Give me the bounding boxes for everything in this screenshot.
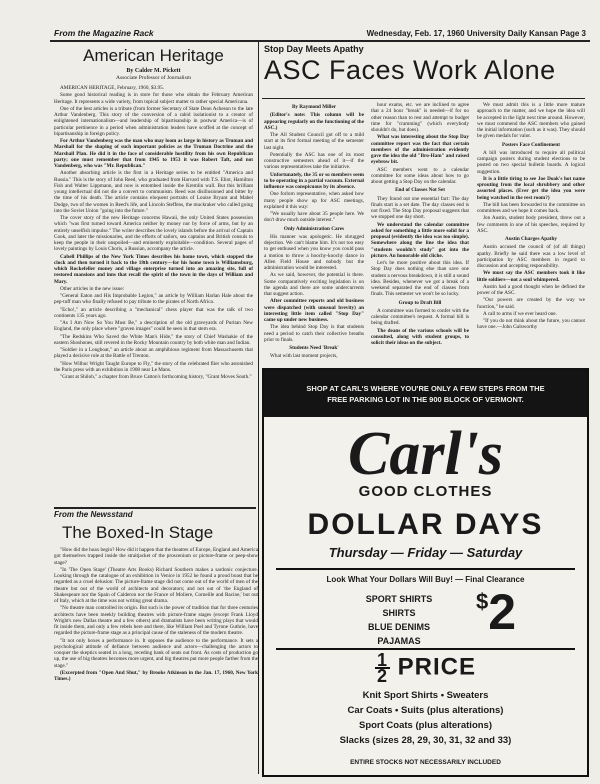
paragraph: Austin accused the council of (of all things) apathy. Briefly he said there was a low level of participation by ASC members in regard to discussion and accepting responsibility. (477, 244, 585, 269)
paragraph: One of the best articles is a tribute (from former Secretary of State Dean Acheson to the late Arthur Vandenberg. This story of the conversion of a rabid isolationist to a creator of enlightened internationalism—and leadership of bipartisanship in postwar America—is of particular pertinence in a period when administration leaders have scoffed at the concept of bipartisanship in foreign policy. (54, 105, 253, 137)
paragraph: "Soldier in a Longboat," an article about an amphibious regiment from Massachusetts that played a decisive role at the Battle of Trenton. (54, 347, 253, 360)
paragraph: ASC members went to a calendar committee for some ideas about how to go about getting a Stop Day on the calendar. (371, 166, 469, 185)
boxed-in-stage-article (54, 510, 258, 683)
subhead: Austin Charges Apathy (505, 236, 557, 242)
page-header (52, 26, 590, 40)
fraction-numerator: 1 (376, 650, 388, 670)
paragraph: We must say the ASC members took it like little soldiers—not a soul whimpered. (477, 270, 585, 283)
paragraph: We must admit this is a little more mature approach to the matter, and we hope the idea will be accepted in the light next time around. However, we must commend the ASC members who gained the initial information (such as it was). They should be given medals for valor. (477, 102, 585, 140)
paragraph: "As I Am Now So You Must Be," a description of the old graveyards of Puritan New England, the only place where "graven images" could be seen in that stern era. (54, 320, 253, 333)
paragraph: What was interesting about the Stop Day committee report was the fact that certain members of the administration evidently gave the idea the old "Bro-Ham" and raised eyebrow bit. (371, 134, 469, 166)
fraction-one-half (375, 650, 390, 686)
paragraph: Other articles in the new issue: (60, 285, 125, 292)
paragraph: "In 'The Open Stage' (Theatre Arts Books) Richard Southern makes a sardonic conjecture. Looking through the catalogue of an exhibition in Venice in 1952 he found a proud boast that he regarded as a cruel delusion: The picture-frame stage did not come out of the world of men of the theatre but out of the world of architects and decorators; and not out of 'the England of Shakespeare nor the Spain of Calderon nor the France of Moliere, Corneille and Racine,' but out of Italy, which at the time was not writing great drama. (54, 566, 258, 604)
paragraph: AMERICAN HERITAGE, February, 1960, $3.95. (60, 85, 164, 91)
paragraph: A committee was formed to confer with the calendar committee's request. A formal bill is being drafted. (371, 307, 469, 327)
paragraph: "No theatre man controlled its origin. But such is the power of tradition that for three centuries architects have been meekly building theatres with picture-frame stages (except Frank Lloyd Wright's new Dallas theatre and a few others) and dramatists have been writing plays that would fit inside them, and only a few rebels here and there, like William Poel and Tyrone Guthrie, have regarded the picture-frame stage as a principal cause of the staleness of the modern theatre. (54, 605, 258, 637)
dollar-sign: $ (476, 589, 489, 614)
ad-top-banner (264, 370, 587, 417)
headline-rule (262, 98, 585, 99)
paragraph: Jon Austin, student body president, threw out a few comments in one of his speeches, required by ASC. (477, 215, 585, 234)
subhead: End of Classes Not Set (395, 187, 445, 194)
review-title: American Heritage (83, 46, 224, 65)
byline: By Raymond Miller (291, 104, 337, 110)
paragraph: One forlorn representative, when asked how many people show up for ASC meetings, explained it this way: (264, 191, 364, 210)
header-rule (50, 40, 590, 42)
price-value: 2 (488, 584, 517, 640)
american-heritage-review (54, 44, 253, 381)
section-label: From the Magazine Rack (54, 28, 154, 38)
paragraph: They found out one essential fact: The day finals start is a set date. The day classes end is not fixed. The Stop Day proposal suggests that we stopped one day short. (371, 195, 469, 221)
carls-logo: Carl's (347, 420, 504, 488)
item: SHIRTS (382, 608, 416, 618)
paragraph: Let's be more positive about this idea. If Stop Day does nothing else than save one student a nervous breakdown, it is still a sound idea. Besides, whenever we got a break of a weekend separated the end of classes from finals. This semester we won't be so lucky. (371, 260, 469, 298)
paragraph: For Arthur Vandenberg was the man who may loom as large in history as Truman and Marshall for the shaping of such important policies as the Truman Doctrine and the Marshall Plan. He did it in the face of considerable hostility from his own Republican party; one must remember that from 1945 to 1953 it was Robert Taft, and not Vandenberg, who was "Mr. Republican." (54, 138, 253, 169)
half-price-word: PRICE (397, 653, 477, 681)
banner-line: SHOP AT CARL'S WHERE YOU'RE ONLY A FEW STEPS FROM THE (306, 384, 545, 393)
paragraph: "General Eaton and His Improbable Legion," an article by William Harlan Hale about the pep-tuff man who finally refused to pay tribute to the pirates of North Africa. (54, 293, 253, 306)
paragraph: (Editor's note: This column will be appearing regularly on the functioning of the ASC.) (264, 112, 364, 131)
paragraph: We understand the calendar committee asked for something a little more solid for a proposal (evidently the idea was too simple). Somewhere along the line the idea that "students wouldn't study" got into the picture. An honorable old cliche. (371, 221, 469, 259)
two-dollar-items (324, 592, 474, 648)
paragraph: "It not only boxes a performance in. It opposes the audience to the performance. It sets a psychological attitude of defiance between audience and actors—challenging the actors to conquer the skeptics seated in a long, receding bank of seats out front. As costs of production go up, the use of big theatres becomes more urgent, and big theatres put more people farther from the stage." (54, 637, 258, 669)
paragraph: The All Student Council got off to a mild start at its first formal meeting of the semester last night. (264, 132, 364, 151)
paragraph: "How did the hoax begin? How did it happen that the theatres of Europe, England and America got themselves trapped inside the straitjacket of the proscenium or picture-frame or peep-show stage? (54, 547, 258, 566)
carls-advertisement (262, 368, 589, 777)
price-two-dollars (476, 583, 516, 641)
byline: By Calder M. Pickett (126, 68, 181, 74)
paragraph: The bill has been forwarded to the committee on committees and we hope it comes back. (477, 201, 585, 214)
article-title: The Boxed-In Stage (62, 523, 214, 542)
masthead-date: Wednesday, Feb. 17, 1960 University Daily Kansan Page 3 (366, 29, 586, 38)
stop-day-column-2 (371, 102, 469, 347)
event-days: Thursday — Friday — Saturday (328, 545, 523, 560)
paragraph: A bill was introduced to require all political campaign posters during student elections to be posted on two special bulletin boards. A logical suggestion. (477, 149, 585, 175)
paragraph: Cabell Phillips of the New York Times describes his home town, which stopped the clock and then turned it back to the 18th century—for his home town is Williamsburg, which Rockefeller money and village enterprise turned into an amazing site, full of restored mansions and inns that recall the spirit of the town in the days of William and Mary. (54, 253, 253, 285)
paragraph: As we said, however, the potential is there. Some comparatively exciting legislation is on the agenda and there are some undercurrents that suggest action. (264, 272, 364, 297)
subhead: Group to Draft Bill (398, 299, 442, 306)
store-tagline: GOOD CLOTHES (358, 483, 493, 500)
paragraph: Potentially the ASC has one of its most constructive semesters ahead of it—if the various representatives take the initiative. (264, 151, 364, 171)
sale-line: Slacks (sizes 28, 29, 30, 31, 32 and 33) (339, 735, 512, 746)
paragraph: Unfortunately, the 35 or so members seem to be operating in a partial vacuum. External influence was conspicuous by its absence. (264, 171, 365, 190)
section-rule (54, 507, 256, 509)
item: PAJAMAS (377, 636, 421, 646)
item: SPORT SHIRTS (365, 594, 433, 604)
author-role: Associate Professor of Journalism (115, 75, 191, 81)
half-price-heading (264, 650, 587, 686)
paragraph: His manner was apologetic. He shrugged dejection. We can't blame him. It's not too easy to get enthused when you know you could pass a motion to throw a hoochy-koochy dance in Allen Field House and nobody but the administration would be interested. (264, 233, 364, 271)
paragraph: hour exams, etc. we are inclined to agree that a 24 hour "break" is needed—if for no other reason than to rest and attempt to budget time for "cramming" (which everybody shouldn't do, but does). (371, 102, 469, 133)
subhead: Only Administration Cares (283, 225, 345, 232)
paragraph: "Our powers are created by the way we function," he said. (477, 297, 585, 310)
citation: (Excerpted from "Open And Shut," by Brooks Atkinson in the Jan. 17, 1960, New York Times.) (54, 669, 258, 682)
paragraph: Austin had a good thought when he defined the power of the ASC. (477, 283, 585, 296)
paragraph: "How Wilbur Wright Taught Europe to Fly," the story of the celebrated flier who astonished the Paris press with an exhibition in 1908 near Le Mans. (54, 360, 253, 373)
column-divider (258, 42, 259, 774)
paragraph: A call to arms if we ever heard one. (483, 310, 557, 317)
paragraph: "Grant at Shiloh," a chapter from Bruce Catton's forthcoming history, "Grant Moves South." (60, 374, 252, 380)
subhead: Students Need 'Break' (289, 345, 339, 351)
paragraph: After committee reports and old business were dispatched (with unusual brevity) an interesting little item called "Stop Day" came up under new business. (264, 298, 364, 323)
sale-line: Sport Coats (plus alterations) (358, 720, 492, 731)
paragraph: "We usually have about 35 people here. We don't draw much outside interest." (264, 211, 364, 224)
clearance-line: Look What Your Dollars Will Buy! — Final Clearance (326, 575, 525, 584)
section-kicker: From the Newsstand (54, 510, 133, 519)
stop-day-column-1 (264, 102, 364, 361)
paragraph: The cover story of the new Heritage concerns Hawaii, the only United States possession which "was first turned toward America neither by money nor by force of arms, but by an entirely unselfish impulse." The writer describes the lovely islands before the arrival of Captain Cook, and later the missionaries, and the efforts of sailors, sea captains and British consuls to keep the people in their unspoiled—and eminently exploitable—condition. Several pages of lovely paintings by Louis Choris, a Russian, accompany the article. (54, 215, 253, 253)
ad-divider (276, 568, 575, 570)
banner-line: FREE PARKING LOT IN THE 900 BLOCK OF VERMONT. (327, 395, 524, 404)
stop-day-kicker: Stop Day Meets Apathy (264, 44, 364, 54)
event-title: DOLLAR DAYS (307, 508, 544, 541)
stop-day-column-3 (477, 102, 585, 332)
ad-disclaimer: ENTIRE STOCKS NOT NECESSARILY INCLUDED (350, 759, 501, 766)
paragraph: "Echo!," an article describing a "mechanical" chess player that was the talk of two continents 135 years ago. (54, 306, 253, 319)
paragraph: It is a little tiring to see Joe Doak's hot name sprouting from the local shrubbery and other assorted places. (Ever get the idea you were being watched in the rest room?) (477, 175, 585, 201)
half-price-items (264, 688, 587, 748)
fraction-denominator: 2 (376, 666, 388, 686)
paragraph: "The Redskins Who Saved the White Man's Hide," the story of Chief Washakie of the eastern Shoshones, still revered in the Rocky Mountain country by both white man and Indian. (54, 333, 253, 346)
paragraph: The deans of the various schools will be consulted, along with student groups, to solicit their ideas on the subject. (371, 327, 469, 346)
subhead: Posters Face Confinement (502, 141, 560, 148)
quotation: "If you do not think about the future, you cannot have one.—John Galsworthy (477, 318, 585, 331)
paragraph: What with last moment projects, (270, 353, 338, 360)
paragraph: Another absorbing article is the first in a Heritage series to be entitled "America and Russia." This is the story of John Reed, who graduated from Harvard with T.S. Eliot, Hamilton Fish and Walter Lippmann, and now is entombed inside the Kremlin wall. But this brilliant young intellectual did not die a convert to communism. Reed was disillusioned and bitter by the time of his death. The article contains eloquent portraits of Louise Bryant and Mabel Dodge, two of the women in Reed's life, and Lincoln Steffens, the muckraker who called going into the Soviet Union "going into the future." (54, 170, 253, 214)
sale-line: Knit Sport Shirts • Sweaters (362, 690, 489, 701)
item: BLUE DENIMS (367, 622, 430, 632)
stop-day-headline: ASC Faces Work Alone (264, 55, 556, 85)
paragraph: Some good historical reading is in store for those who obtain the February American Heritage. It represents a wide variety, from topical subject matter to rather special Americana. (54, 92, 253, 105)
sale-line: Car Coats • Suits (plus alterations) (347, 705, 504, 716)
ad-divider (276, 648, 575, 650)
paragraph: The idea behind Stop Day is that students need a period to catch their collective breaths prior to finals. (264, 324, 364, 343)
